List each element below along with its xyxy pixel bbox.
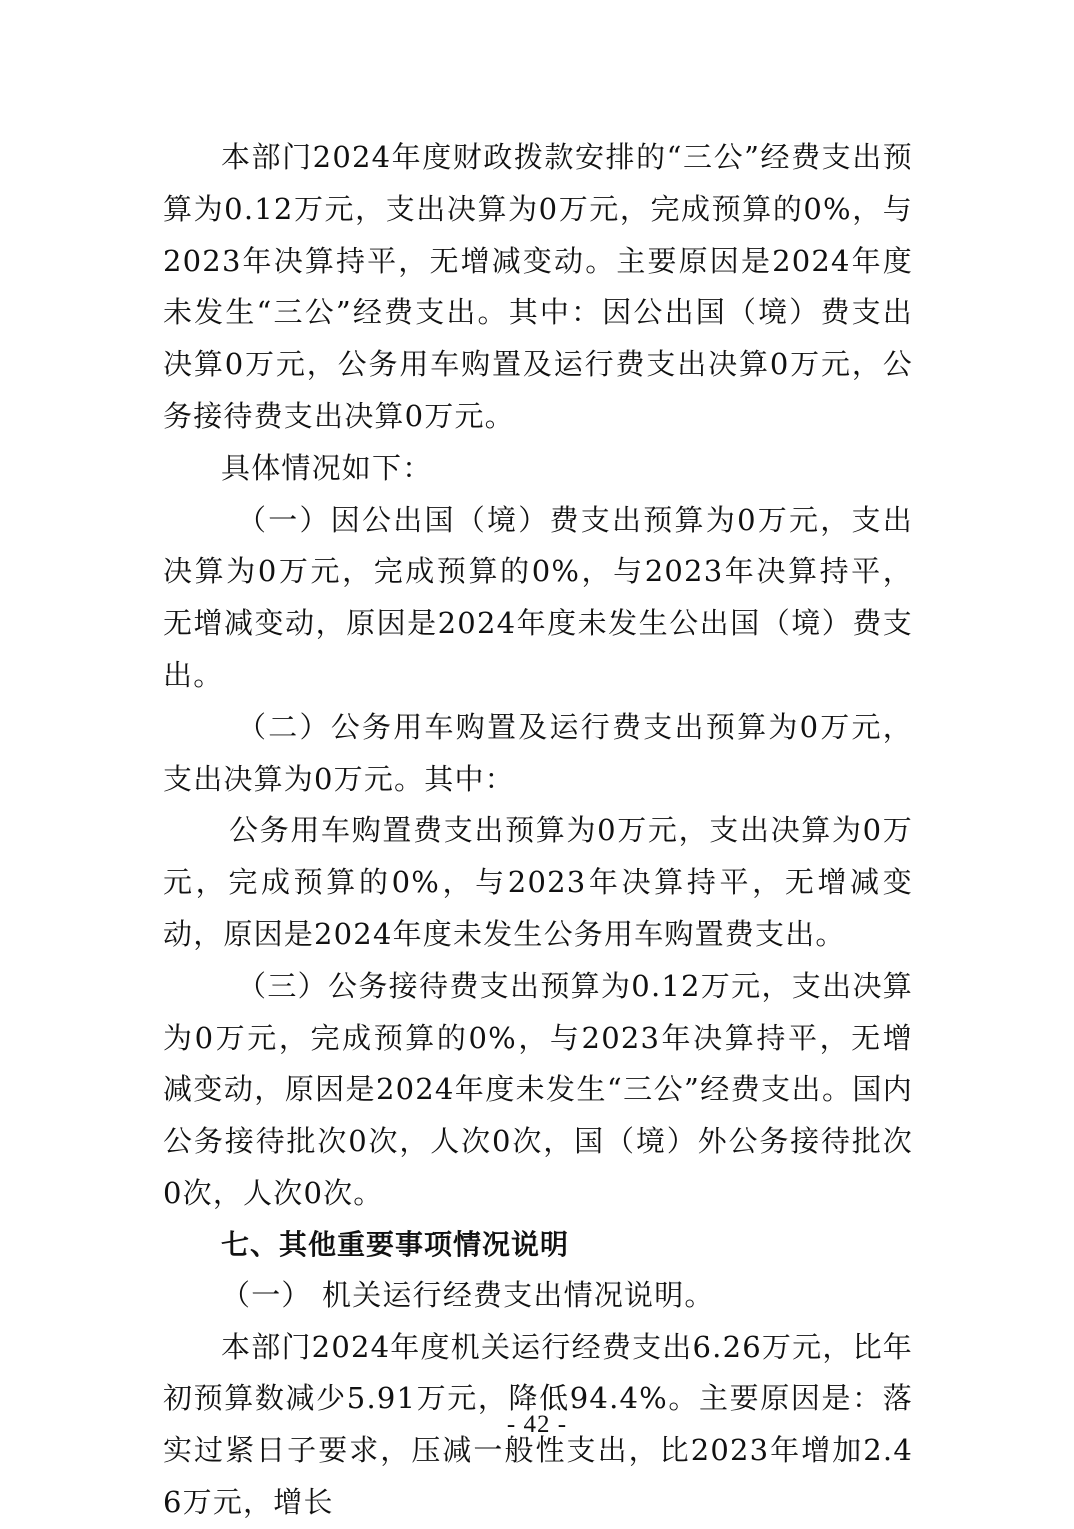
section-heading-other-matters: 七、其他重要事项情况说明 — [221, 1227, 570, 1261]
document-body — [163, 132, 913, 1529]
page-number: - 42 - — [506, 1411, 568, 1438]
paragraph-operating-costs: 本部门2024年度机关运行经费支出6.26万元，比年初预算数减少5.91万元，降低94.4%。主要原因是：落实过紧日子要求，压减一般性支出，比2023年增加2.46万元，增长 — [163, 1329, 913, 1519]
paragraph-vehicle-purchase: 公务用车购置费支出预算为0万元，支出决算为0万元，完成预算的0%，与2023年决算持平，无增减变动，原因是2024年度未发生公务用车购置费支出。 — [163, 813, 913, 951]
paragraph-details-intro: 具体情况如下： — [221, 450, 433, 485]
paragraph-three-public-summary: 本部门2024年度财政拨款安排的“三公”经费支出预算为0.12万元，支出决算为0万元，完成预算的0%，与2023年决算持平，无增减变动。主要原因是2024年度未发生“三公”经费支出。其中：因公出国（境）费支出决算0万元，公务用车购置及运行费支出决算0万元，公务接待费支出决算0万元。 — [163, 140, 913, 433]
paragraph-reception-costs: （三）公务接待费支出预算为0.12万元，支出决算为0万元，完成预算的0%，与2023年决算持平，无增减变动，原因是2024年度未发生“三公”经费支出。国内公务接待批次0次，人次0次，国（境）外公务接待批次0次，人次0次。 — [163, 968, 913, 1210]
paragraph-vehicle-costs: （二）公务用车购置及运行费支出预算为0万元，支出决算为0万元。其中： — [163, 709, 913, 796]
paragraph-overseas-travel: （一）因公出国（境）费支出预算为0万元，支出决算为0万元，完成预算的0%，与2023年决算持平，无增减变动，原因是2024年度未发生公出国（境）费支出。 — [163, 502, 913, 692]
subsection-heading-operating-costs: （一） 机关运行经费支出情况说明。 — [221, 1277, 715, 1312]
